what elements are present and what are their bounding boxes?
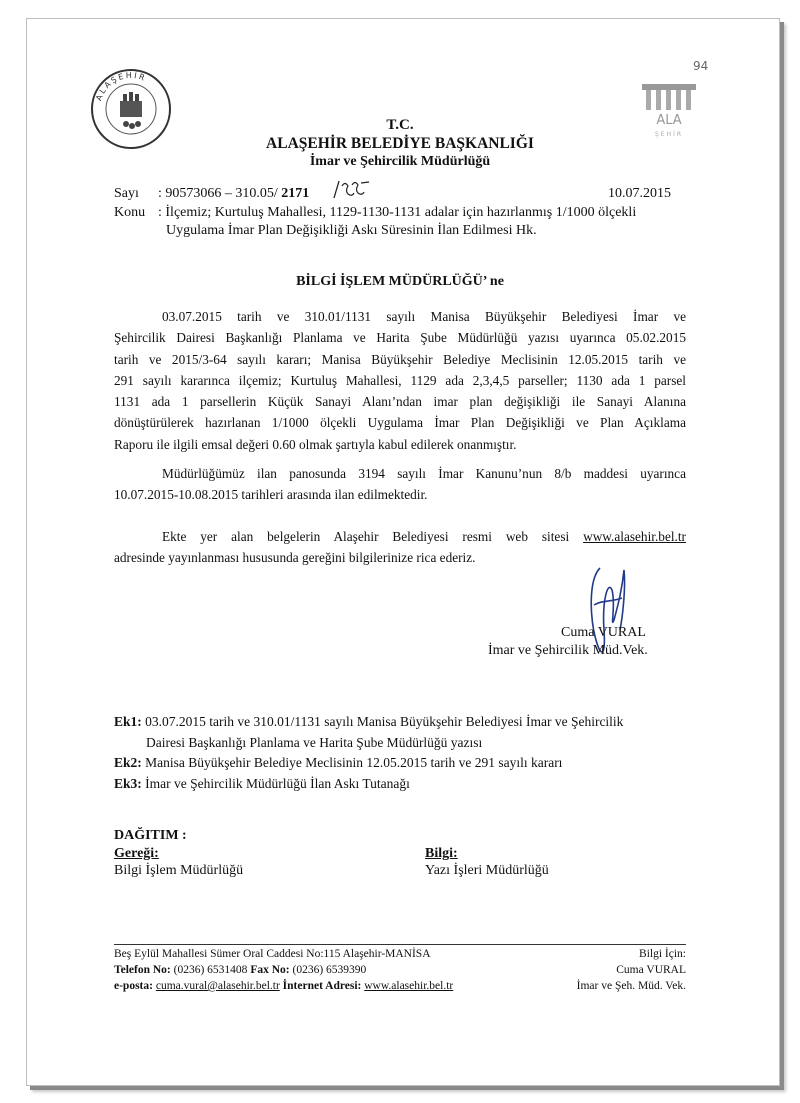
alasehir-column-logo — [636, 78, 702, 140]
footer-info-name: Cuma VURAL — [616, 964, 686, 976]
footer-divider — [114, 944, 686, 945]
paragraph-line: Müdürlüğümüz ilan panosunda 3194 sayılı İmar Kanunu’nun 8/b maddesi uyarınca — [162, 466, 686, 481]
attachment-text: İmar ve Şehircilik Müdürlüğü İlan Askı Tutanağı — [145, 776, 410, 791]
web-label: İnternet Adresi: — [282, 980, 362, 992]
paragraph-line: 03.07.2015 tarih ve 310.01/1131 sayılı Manisa Büyükşehir Belediyesi İmar ve — [162, 309, 686, 324]
konu-row — [114, 205, 636, 221]
handwritten-number-mark — [330, 178, 370, 200]
paragraph-line: 10.07.2015-10.08.2015 tarihleri arasında ilan edilmektedir. — [114, 487, 428, 503]
attachment-text: Manisa Büyükşehir Belediye Meclisinin 12.05.2015 tarih ve 291 sayılı kararı — [145, 755, 563, 770]
paragraph-line: adresinde yayınlanması hususunda gereğini bilgilerinize rica ederiz. — [114, 550, 476, 566]
distribution-title: DAĞITIM : — [114, 828, 187, 843]
web-link[interactable]: www.alasehir.bel.tr — [364, 980, 454, 992]
handwritten-page-number: 94 — [693, 59, 709, 73]
fax-value: (0236) 6539390 — [292, 964, 367, 976]
attachment-label: Ek1: — [114, 714, 142, 729]
email-link[interactable]: cuma.vural@alasehir.bel.tr — [155, 980, 280, 992]
signatory-title: İmar ve Şehircilik Müd.Vek. — [488, 643, 648, 658]
footer-info-title: İmar ve Şeh. Müd. Vek. — [576, 980, 686, 992]
sayi-value: : 90573066 – 310.05/ — [158, 186, 278, 201]
body-paragraph-1 — [114, 306, 686, 455]
paragraph-line: Şehircilik Dairesi Başkanlığı Planlama ve Harita Şube Müdürlüğü yazısı uyarınca 05.02.2015 — [114, 330, 686, 346]
konu-line1: : İlçemiz; Kurtuluş Mahallesi, 1129-1130-1131 adalar için hazırlanmış 1/1000 ölçekli — [158, 205, 637, 220]
sayi-label: Sayı — [114, 186, 139, 201]
attachment-1-continued: Dairesi Başkanlığı Planlama ve Harita Şube Müdürlüğü yazısı — [146, 735, 483, 750]
header-department: İmar ve Şehircilik Müdürlüğü — [309, 154, 491, 169]
attachment-label: Ek2: — [114, 755, 142, 770]
fax-label: Fax No: — [250, 964, 290, 976]
distribution-bilgi-label: Bilgi: — [425, 846, 458, 861]
footer-info-label: Bilgi İçin: — [639, 948, 686, 960]
svg-text:ALA: ALA — [656, 113, 682, 128]
phone-value: (0236) 6531408 — [173, 964, 248, 976]
attachment-text: 03.07.2015 tarih ve 310.01/1131 sayılı Manisa Büyükşehir Belediyesi İmar ve Şehircilik — [145, 714, 624, 729]
paragraph-line: 1131 ada 1 parsellerin Küçük Sanayi Alanı’ndan imar plan değişikliği ile Sanayi Alanına — [114, 394, 686, 410]
distribution-gereği-label: Gereği: — [114, 846, 159, 861]
recipient-heading: BİLGİ İŞLEM MÜDÜRLÜĞÜ’ ne — [296, 274, 504, 289]
footer-contact — [114, 978, 453, 994]
footer-address: Beş Eylül Mahallesi Sümer Oral Caddesi No:115 Alaşehir-MANİSA — [114, 948, 431, 960]
distribution-bilgi-value: Yazı İşleri Müdürlüğü — [425, 863, 549, 878]
paragraph-line: dönüştürülerek hazırlanan 1/1000 ölçekli Uygulama İmar Plan Değişikliği ve Plan Açıklama — [114, 415, 686, 431]
body-paragraph-2 — [114, 463, 686, 506]
website-link[interactable]: www.alasehir.bel.tr — [583, 529, 686, 544]
attachment-1 — [114, 711, 623, 732]
svg-text:ŞEHİR: ŞEHİR — [654, 131, 684, 138]
sayi-number: 2171 — [281, 186, 310, 201]
footer-phone-fax — [114, 962, 366, 978]
header-tc: T.C. — [386, 117, 414, 133]
distribution-gereği-value: Bilgi İşlem Müdürlüğü — [114, 863, 244, 878]
paragraph-line: tarih ve 2015/3-64 sayılı kararı; Manisa Büyükşehir Belediye Meclisinin 12.05.2015 tarih ve — [114, 351, 686, 367]
konu-label: Konu — [114, 205, 146, 220]
alasehir-municipality-logo — [90, 68, 172, 150]
attachment-3 — [114, 773, 410, 794]
paragraph-line — [114, 526, 686, 547]
paragraph-line: 291 sayılı kararınca ilçemiz; Kurtuluş Mahallesi, 1129 ada 2,3,4,5 parseller; 1130 ada 1 parsel — [114, 372, 686, 388]
header-municipality: ALAŞEHİR BELEDİYE BAŞKANLIĞI — [266, 135, 534, 152]
signatory-name: Cuma VURAL — [561, 625, 646, 640]
attachment-label: Ek3: — [114, 776, 142, 791]
document-date: 10.07.2015 — [608, 186, 671, 201]
sayi-row — [114, 186, 309, 202]
attachment-2 — [114, 752, 562, 773]
email-label: e-posta: — [114, 980, 153, 992]
paragraph-text: Ekte yer alan belgelerin Alaşehir Belediyesi resmi web sitesi — [162, 529, 570, 544]
paragraph-line: Raporu ile ilgili emsal değeri 0.60 olmak şartıyla kabul edilerek onanmıştır. — [114, 436, 517, 452]
konu-line2: Uygulama İmar Plan Değişikliği Askı Süresinin İlan Edilmesi Hk. — [166, 223, 537, 238]
svg-text:ALAŞEHİR: ALAŞEHİR — [94, 70, 148, 102]
phone-label: Telefon No: — [114, 964, 171, 976]
